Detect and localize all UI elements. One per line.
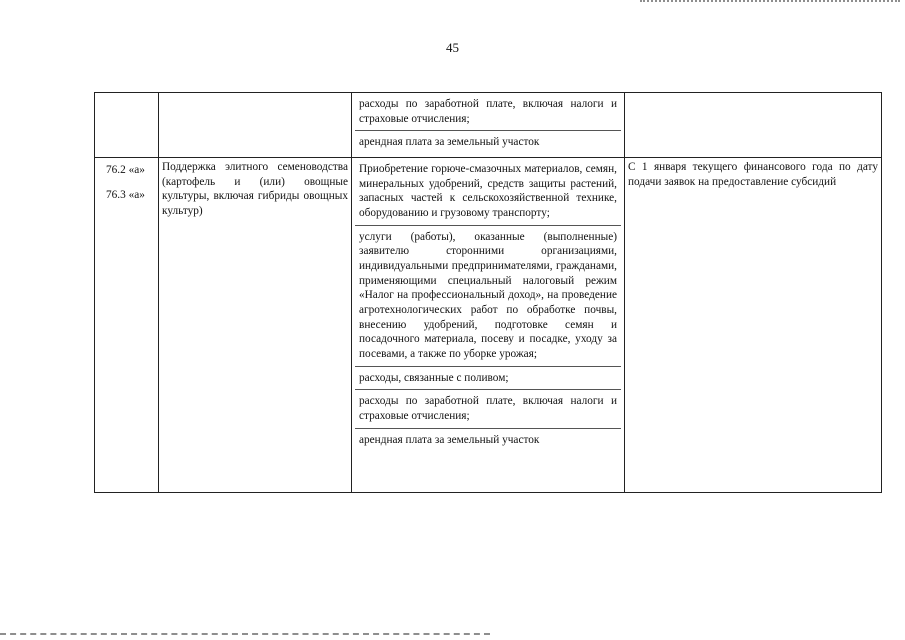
cost-item-materials: Приобретение горюче-смазочных материалов, семян, минеральных удобрений, средств защиты растений, запасных частей к сельскохозяйственной технике, оборудованию и грузовому транспорту;: [359, 163, 617, 220]
cost-item-services: услуги (работы), оказанные (выполненные) заявителю сторонними организациями, индивидуальными предпринимателями, гражданами, применяющими специальный налоговый режим «Налог на профессиональный доход», на проведение агротехнологических работ по обработке почвы, внесению удобрений, подготовке семян и посадочного материала, посеву и посадке, уходу за посевами, а также по уборке урожая;: [355, 225, 621, 362]
cost-item-salary: расходы по заработной плате, включая налоги и страховые отчисления;: [355, 389, 621, 423]
item-number-76-3: 76.3 «а»: [106, 188, 145, 201]
cell-number: [95, 158, 159, 493]
subsidy-table: [94, 92, 882, 493]
cell-deadline: С 1 января текущего финансового года по дату подачи заявок на предоставление субсидий: [625, 158, 882, 493]
cell-number-empty: [95, 93, 159, 158]
table-row-76-2: [95, 158, 882, 493]
scan-artifact-top: [640, 0, 900, 5]
cell-deadline-empty: [625, 93, 882, 158]
scan-artifact-bottom: [0, 633, 490, 639]
cell-direction-empty: [159, 93, 352, 158]
cost-item-irrigation: расходы, связанные с поливом;: [355, 366, 621, 386]
cost-item-salary: расходы по заработной плате, включая налоги и страховые отчисления;: [359, 98, 617, 125]
item-number-76-2: 76.2 «а»: [106, 164, 145, 176]
cost-item-land-rent: арендная плата за земельный участок: [355, 428, 621, 448]
cell-direction: Поддержка элитного семеноводства (картофель и (или) овощные культуры, включая гибриды овощных культур): [159, 158, 352, 493]
cell-costs-continuation: [352, 93, 625, 158]
table-row-continuation: [95, 93, 882, 158]
cost-item-land-rent: арендная плата за земельный участок: [355, 130, 621, 150]
page-number: 45: [446, 40, 459, 55]
cell-costs: [352, 158, 625, 493]
